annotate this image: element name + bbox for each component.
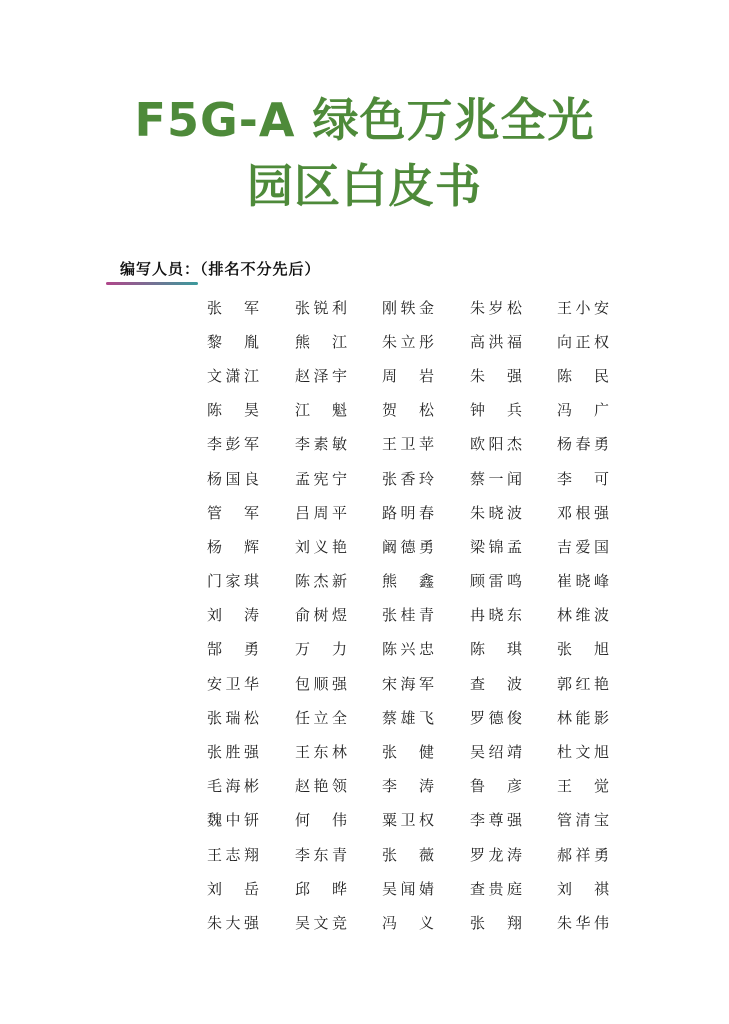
author-name: 崔 晓 峰: [557, 572, 609, 591]
author-name: 江 魁: [295, 401, 347, 420]
author-name: 蔡 雄 飞: [382, 708, 434, 727]
author-name: 管 军: [207, 503, 259, 522]
author-name: 朱 岁 松: [470, 298, 522, 317]
author-name: 李 尊 强: [470, 811, 522, 830]
author-name: 查 贵 庭: [470, 879, 522, 898]
author-name: 周 岩: [382, 366, 434, 385]
author-name: 吉 爱 国: [557, 537, 609, 556]
author-name: 杨 春 勇: [557, 435, 609, 454]
author-name: 蔡 一 闻: [470, 469, 522, 488]
author-name: 吴 绍 靖: [470, 743, 522, 762]
author-name: 郭 红 艳: [557, 674, 609, 693]
author-name: 管 清 宝: [557, 811, 609, 830]
author-name: 郜 勇: [207, 640, 259, 659]
author-name: 杜 文 旭: [557, 743, 609, 762]
author-name: 向 正 权: [557, 332, 609, 351]
author-name: 王 觉: [557, 777, 609, 796]
author-name: 刘 祺: [557, 879, 609, 898]
author-name: 王 卫 苹: [382, 435, 434, 454]
author-name: 顾 雷 鸣: [470, 572, 522, 591]
author-name: 李 素 敏: [295, 435, 347, 454]
author-name: 路 明 春: [382, 503, 434, 522]
author-name: 钟 兵: [470, 401, 522, 420]
author-name: 李 东 青: [295, 845, 347, 864]
author-name: 杨 国 良: [207, 469, 259, 488]
author-name: 陈 昊: [207, 401, 259, 420]
author-name: 罗 德 俊: [470, 708, 522, 727]
author-name: 魏 中 钘: [207, 811, 259, 830]
author-name: 张 健: [382, 743, 434, 762]
author-name: 朱 晓 波: [470, 503, 522, 522]
author-name: 任 立 全: [295, 708, 347, 727]
author-name: 王 小 安: [557, 298, 609, 317]
author-name: 陈 杰 新: [295, 572, 347, 591]
author-name: 张 瑞 松: [207, 708, 259, 727]
author-name: 刚 轶 金: [382, 298, 434, 317]
author-name: 吴 闻 婧: [382, 879, 434, 898]
authors-name-grid: [207, 290, 609, 940]
author-name: 冯 义: [382, 913, 434, 932]
author-name: 李 涛: [382, 777, 434, 796]
author-name: 熊 江: [295, 332, 347, 351]
author-name: 张 胜 强: [207, 743, 259, 762]
author-name: 高 洪 福: [470, 332, 522, 351]
author-name: 包 顺 强: [295, 674, 347, 693]
author-name: 李 可: [557, 469, 609, 488]
author-name: 粟 卫 权: [382, 811, 434, 830]
author-name: 杨 辉: [207, 537, 259, 556]
document-title-line-1: F5G-A 绿色万兆全光: [134, 93, 595, 147]
author-name: 赵 泽 宇: [295, 366, 347, 385]
author-name: 李 彭 军: [207, 435, 259, 454]
author-name: 林 能 影: [557, 708, 609, 727]
author-name: 欧 阳 杰: [470, 435, 522, 454]
author-name: 孟 宪 宁: [295, 469, 347, 488]
author-name: 邱 晔: [295, 879, 347, 898]
author-name: 张 旭: [557, 640, 609, 659]
author-name: 邓 根 强: [557, 503, 609, 522]
author-name: 文 潇 江: [207, 366, 259, 385]
author-name: 陈 琪: [470, 640, 522, 659]
author-name: 毛 海 彬: [207, 777, 259, 796]
author-name: 张 翔: [470, 913, 522, 932]
document-title-line-2: 园区白皮书: [247, 159, 482, 213]
author-name: 冉 晓 东: [470, 606, 522, 625]
author-name: 张 薇: [382, 845, 434, 864]
author-name: 安 卫 华: [207, 674, 259, 693]
author-name: 吴 文 竞: [295, 913, 347, 932]
author-name: 鲁 彦: [470, 777, 522, 796]
author-name: 查 波: [470, 674, 522, 693]
author-name: 吕 周 平: [295, 503, 347, 522]
author-name: 朱 强: [470, 366, 522, 385]
author-name: 朱 大 强: [207, 913, 259, 932]
author-name: 何 伟: [295, 811, 347, 830]
author-name: 张 锐 利: [295, 298, 347, 317]
author-name: 梁 锦 孟: [470, 537, 522, 556]
author-name: 郝 祥 勇: [557, 845, 609, 864]
author-name: 宋 海 军: [382, 674, 434, 693]
author-name: 赵 艳 领: [295, 777, 347, 796]
author-name: 贺 松: [382, 401, 434, 420]
author-name: 张 香 玲: [382, 469, 434, 488]
section-underline: [106, 282, 198, 285]
author-name: 林 维 波: [557, 606, 609, 625]
author-name: 熊 鑫: [382, 572, 434, 591]
author-name: 刘 义 艳: [295, 537, 347, 556]
author-name: 冯 广: [557, 401, 609, 420]
author-name: 刘 岳: [207, 879, 259, 898]
author-name: 张 桂 青: [382, 606, 434, 625]
authors-label: 编写人员：（排名不分先后）: [120, 260, 321, 278]
author-name: 王 东 林: [295, 743, 347, 762]
author-name: 陈 兴 忠: [382, 640, 434, 659]
author-name: 万 力: [295, 640, 347, 659]
author-name: 门 家 琪: [207, 572, 259, 591]
author-name: 朱 华 伟: [557, 913, 609, 932]
author-name: 俞 树 煜: [295, 606, 347, 625]
author-name: 阚 德 勇: [382, 537, 434, 556]
author-name: 罗 龙 涛: [470, 845, 522, 864]
author-name: 朱 立 彤: [382, 332, 434, 351]
author-name: 陈 民: [557, 366, 609, 385]
author-name: 张 军: [207, 298, 259, 317]
author-name: 王 志 翔: [207, 845, 259, 864]
author-name: 刘 涛: [207, 606, 259, 625]
author-name: 黎 胤: [207, 332, 259, 351]
